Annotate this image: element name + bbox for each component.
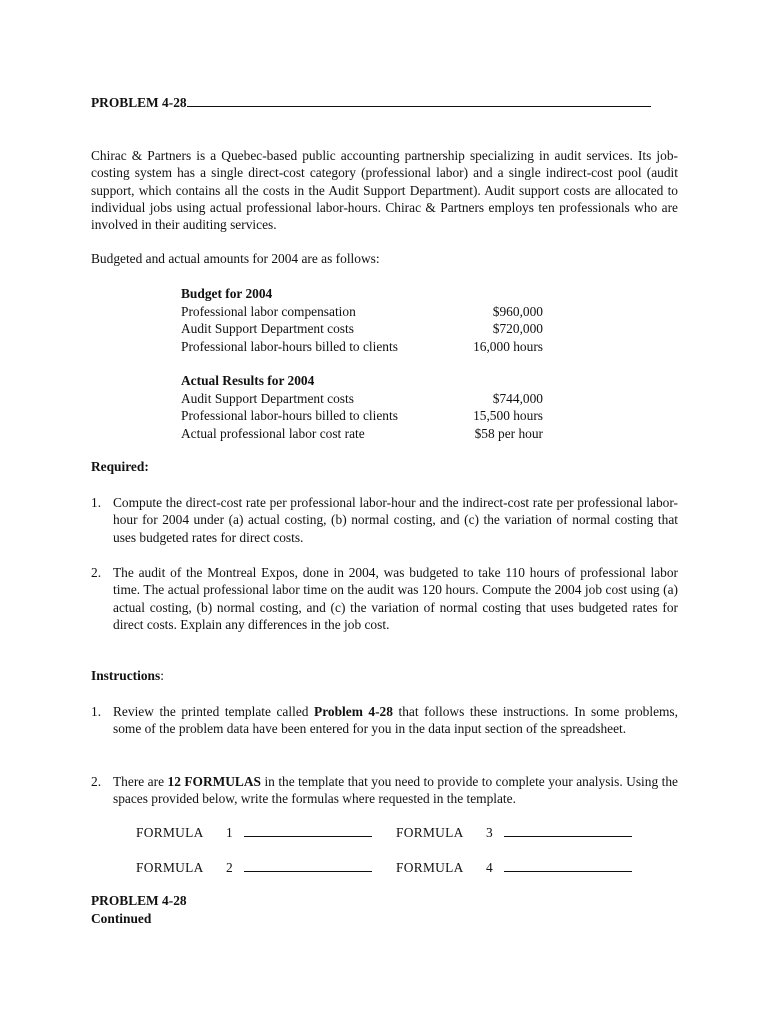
formula-slot bbox=[136, 824, 372, 841]
instruction-item-number: 2. bbox=[91, 774, 102, 789]
formula-label: FORMULA bbox=[396, 860, 464, 875]
required-item bbox=[91, 564, 678, 634]
problem-title-row bbox=[91, 93, 651, 111]
formula-number: 1 bbox=[226, 825, 233, 840]
instruction-item bbox=[91, 703, 678, 738]
required-item-text: Compute the direct-cost rate per professional labor-hour and the indirect-cost rate per professional labor-hour for 2004 under (a) actual costing, (b) normal costing, and (c) the variation of normal costing that uses budgeted rates for direct costs. bbox=[113, 495, 678, 545]
budget-heading: Budget for 2004 bbox=[181, 286, 273, 301]
formula-label: FORMULA bbox=[136, 860, 204, 875]
instruction-item-text bbox=[113, 773, 678, 808]
actual-row-label: Actual professional labor cost rate bbox=[181, 425, 365, 441]
formula-slot bbox=[396, 824, 632, 841]
problem-title: PROBLEM 4-28 bbox=[91, 95, 187, 110]
budget-row-value: $960,000 bbox=[492, 303, 543, 319]
footer-title: PROBLEM 4-28 bbox=[91, 893, 187, 908]
formula-blank-line[interactable] bbox=[504, 859, 632, 872]
instructions-heading-colon: : bbox=[160, 668, 164, 683]
instruction-text-bold: Problem 4-28 bbox=[314, 704, 393, 719]
intro-paragraph: Chirac & Partners is a Quebec-based public accounting partnership specializing in audit services. Its job-costing system has a single direct-cost category (professional labor) and a single indirect-cost pool (audit support, which contains all the costs in the Audit Support Department). Audit support costs are allocated to individual jobs using actual professional labor-hours. Chirac & Partners employs ten professionals who are involved in their auditing services. bbox=[91, 148, 678, 233]
formula-blank-line[interactable] bbox=[504, 824, 632, 837]
actual-row-value: $58 per hour bbox=[474, 425, 543, 441]
budget-row bbox=[181, 338, 543, 356]
required-item-number: 2. bbox=[91, 565, 102, 580]
instruction-text-pre: Review the printed template called bbox=[113, 704, 315, 719]
formula-slot bbox=[396, 859, 632, 876]
actual-heading: Actual Results for 2004 bbox=[181, 373, 315, 388]
title-underline bbox=[187, 93, 651, 107]
instruction-text-post: in the template that you need to provide to complete your analysis. Using the spaces provided below, write the formulas where requested in the template. bbox=[113, 774, 678, 807]
formula-number: 4 bbox=[486, 860, 493, 875]
formula-slot bbox=[136, 859, 372, 876]
required-item-text: The audit of the Montreal Expos, done in 2004, was budgeted to take 110 hours of professional labor time. The actual professional labor time on the audit was 120 hours. Compute the 2004 job cost using (a) actual costing, (b) normal costing, and (c) the variation of normal costing that uses budgeted rates for direct costs. Explain any differences in the job cost. bbox=[113, 565, 678, 633]
instruction-text-bold: 12 FORMULAS bbox=[167, 774, 261, 789]
budget-row bbox=[181, 320, 543, 338]
actual-table bbox=[181, 372, 543, 442]
actual-row bbox=[181, 407, 543, 425]
actual-row bbox=[181, 390, 543, 408]
budget-row-value: 16,000 hours bbox=[473, 338, 543, 354]
formula-blank-line[interactable] bbox=[244, 859, 372, 872]
budget-row-label: Professional labor compensation bbox=[181, 303, 356, 319]
required-item-number: 1. bbox=[91, 495, 102, 510]
budget-table bbox=[181, 285, 543, 355]
required-item bbox=[91, 494, 678, 546]
formula-label: FORMULA bbox=[136, 825, 204, 840]
footer-subtitle: Continued bbox=[91, 911, 152, 926]
formula-number: 3 bbox=[486, 825, 493, 840]
formula-blank-line[interactable] bbox=[244, 824, 372, 837]
budget-row-label: Audit Support Department costs bbox=[181, 321, 354, 336]
actual-row-label: Audit Support Department costs bbox=[181, 390, 354, 406]
instructions-heading: Instructions bbox=[91, 668, 161, 683]
budget-row-label: Professional labor-hours billed to clients bbox=[181, 338, 398, 354]
formula-number: 2 bbox=[226, 860, 233, 875]
instructions-heading-row bbox=[91, 668, 164, 684]
formula-label: FORMULA bbox=[396, 825, 464, 840]
instruction-text-post: that follows these instructions. In some problems, some of the problem data have been entered for you in the data input section of the spreadsheet. bbox=[113, 704, 678, 737]
instruction-item bbox=[91, 773, 678, 808]
budget-intro: Budgeted and actual amounts for 2004 are as follows: bbox=[91, 251, 380, 266]
actual-row-value: $744,000 bbox=[492, 390, 543, 406]
budget-row-value: $720,000 bbox=[492, 321, 543, 336]
actual-row bbox=[181, 425, 543, 443]
instruction-item-number: 1. bbox=[91, 704, 102, 719]
instruction-item-text bbox=[113, 703, 678, 738]
instruction-text-pre: There are bbox=[113, 774, 168, 789]
actual-row-value: 15,500 hours bbox=[473, 408, 543, 423]
required-heading: Required: bbox=[91, 459, 149, 474]
actual-row-label: Professional labor-hours billed to clients bbox=[181, 408, 398, 423]
budget-row bbox=[181, 303, 543, 321]
